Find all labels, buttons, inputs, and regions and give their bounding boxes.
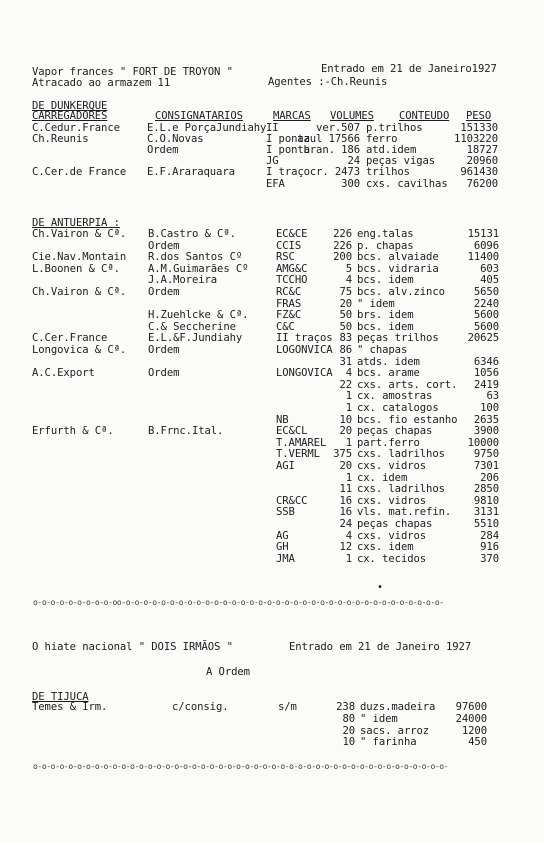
berth-2: A Ordem	[206, 666, 250, 678]
cell-volumes: 20	[339, 297, 352, 310]
cell-weight: 6096	[473, 239, 499, 252]
cell-weight: 2850	[473, 483, 499, 496]
col-marcas: MARCAS	[273, 110, 311, 122]
cell-weight: 20625	[467, 332, 499, 345]
cell-marks: s/m	[278, 701, 297, 713]
separator-line-2: o-o-o-o-o-o-o-o-o-o-o-o-o-o-o-o-o-o-o-o-o-o-o-o-o-o-o-o-o-o-o-o-o-o-o-o-o-o-o-o-o-o-o-o-o-o-o-	[33, 762, 449, 771]
cell-contents: cxs. idem	[357, 541, 414, 554]
cell-weight: 370	[480, 552, 499, 565]
berth: Atracado ao armazem 11	[32, 77, 171, 89]
cell-volumes: 375	[333, 448, 352, 461]
cell-weight: 2419	[473, 378, 499, 391]
cell-shipper: A.C.Export	[32, 367, 95, 380]
cell-weight: 6346	[473, 355, 499, 368]
cell-contents: bcs. alvaiade	[357, 251, 439, 264]
cell-contents: cxs. vidros	[357, 460, 427, 472]
cell-marks: JMA	[276, 552, 295, 565]
cell-volumes: 10	[339, 413, 352, 426]
arrival-date: Entrado em 21 de Janeiro1927	[321, 63, 497, 75]
cell-volumes: 24	[339, 518, 352, 530]
cell-weight: 24000	[455, 712, 487, 725]
cell-weight: 916	[480, 541, 499, 554]
cell-weight: 450	[468, 736, 487, 749]
cell-consignee: C.O.Novas	[147, 133, 204, 146]
cell-marks: C&C	[276, 320, 295, 333]
cell-consignee: E.L.&F.Jundiahy	[148, 332, 243, 345]
cell-contents: duzs.madeira	[360, 701, 436, 713]
port-tijuca: DE TIJUCA	[32, 691, 89, 703]
cell-volumes: ver.507	[316, 122, 360, 134]
cell-marks: TCCHO	[276, 274, 308, 287]
cell-consignee: c/consig.	[172, 701, 229, 713]
cell-volumes: 4	[345, 529, 352, 542]
cell-consignee: B.Castro & Cª.	[148, 228, 236, 240]
cell-marks: EC&CL	[276, 425, 308, 438]
cell-weight: 11400	[467, 251, 499, 264]
cell-volumes: 1	[345, 436, 352, 449]
cell-shipper: C.Cedur.France	[32, 122, 120, 134]
cell-consignee: Ordem	[147, 144, 179, 157]
cell-consignee: B.Frnc.Ital.	[148, 425, 224, 438]
cell-weight: 284	[480, 529, 499, 542]
cell-contents: p. chapas	[357, 239, 414, 252]
dot-mark: •	[377, 582, 384, 593]
cell-contents: part.ferro	[357, 436, 420, 449]
agents: Agentes :-Ch.Reunis	[268, 76, 388, 88]
cell-consignee: Ordem	[148, 286, 180, 298]
cell-marks: FRAS	[276, 297, 302, 310]
col-volumes: VOLUMES	[330, 110, 374, 122]
cell-volumes: 16	[339, 494, 352, 507]
cell-contents: eng.talas	[357, 228, 414, 240]
cell-contents: bcs. fio estanho	[357, 413, 458, 426]
cell-weight: 151330	[460, 122, 498, 134]
cell-contents: cx. tecidos	[357, 552, 427, 565]
cell-weight: 63	[486, 390, 499, 403]
cell-volumes: 50	[339, 320, 352, 333]
cell-marks: I traço	[266, 166, 310, 179]
cell-volumes: 238	[336, 701, 355, 713]
cell-marks: LOGONVICA	[276, 344, 333, 356]
cell-weight: 9810	[473, 494, 499, 507]
cell-shipper: C.Cer.de France	[32, 166, 127, 179]
cell-marks: T.VERML	[276, 448, 320, 461]
cell-contents: cxs. vidros	[357, 494, 427, 507]
cell-contents: brs. idem	[357, 309, 414, 322]
cell-weight: 3131	[473, 506, 499, 519]
cell-contents: peças chapas	[357, 425, 433, 438]
cell-volumes: 226	[333, 239, 352, 252]
cell-marks: CR&CC	[276, 494, 308, 507]
port-antuerpia: DE ANTUERPIA :	[32, 217, 120, 229]
cell-weight: 97600	[455, 701, 487, 713]
cell-volumes: 86	[339, 344, 352, 356]
cell-weight: 603	[480, 262, 499, 275]
cell-weight: 18727	[466, 144, 498, 157]
cell-marks: RSC	[276, 251, 295, 264]
cell-contents: " idem	[357, 297, 395, 310]
cell-contents: sacs. arroz	[360, 724, 430, 737]
cell-marks: II traços	[276, 332, 333, 345]
cell-consignee: R.dos Santos Cº	[148, 251, 243, 264]
cell-contents: p.trilhos	[366, 122, 423, 134]
cell-marks: SSB	[276, 506, 295, 519]
cell-weight: 1103220	[454, 133, 498, 146]
cell-contents: " idem	[360, 712, 398, 725]
cell-volumes: 75	[339, 286, 352, 298]
cell-weight: 7301	[473, 460, 499, 472]
cell-contents: atd.idem	[366, 144, 417, 157]
port-dunkerque: DE DUNKERQUE	[32, 100, 108, 112]
cell-volumes: 1	[345, 471, 352, 484]
cell-weight: 1200	[461, 724, 487, 737]
cell-marks: II	[266, 122, 279, 134]
cell-contents: peças chapas	[357, 518, 433, 530]
cell-marks: EFA	[266, 177, 285, 190]
cell-marks: CCIS	[276, 239, 302, 252]
cell-volumes: 4	[345, 274, 352, 287]
cell-shipper: Longovica & Cª.	[32, 344, 127, 356]
cell-weight: 5600	[473, 320, 499, 333]
cell-contents: bcs. arame	[357, 367, 420, 380]
cell-volumes: 1	[345, 552, 352, 565]
cell-volumes: 10	[342, 736, 355, 749]
cell-volumes: cr. 2473	[309, 166, 360, 179]
cell-contents: bcs. vidraria	[357, 262, 439, 275]
cell-consignee: C.& Seccherine	[148, 320, 236, 333]
cell-volumes: 226	[333, 228, 352, 240]
vessel-line: Vapor frances " FORT DE TROYON "	[32, 66, 233, 78]
cell-weight: 5600	[473, 309, 499, 322]
cell-volumes: azul 17566	[297, 133, 360, 146]
cell-volumes: 20	[339, 460, 352, 472]
cell-weight: 2240	[473, 297, 499, 310]
cell-contents: cxs. ladrilhos	[357, 448, 445, 461]
col-peso: PESO	[466, 110, 492, 122]
cell-shipper: L.Boonen & Cª.	[32, 262, 120, 275]
cell-contents: vls. mat.refin.	[357, 506, 452, 519]
cell-contents: atds. idem	[357, 355, 420, 368]
cell-volumes: 300	[341, 177, 360, 190]
cell-consignee: Ordem	[148, 344, 180, 356]
cell-contents: bcs. idem	[357, 320, 414, 333]
cell-marks: I ponta	[266, 133, 310, 146]
cell-shipper: Ch.Vairon & Cª.	[32, 228, 127, 240]
cell-shipper: Ch.Reunis	[32, 133, 89, 146]
cell-contents: cxs. vidros	[357, 529, 427, 542]
cell-marks: AMG&C	[276, 262, 308, 275]
cell-volumes: 20	[342, 724, 355, 737]
cell-weight: 5510	[473, 518, 499, 530]
cell-contents: trilhos	[366, 166, 410, 179]
cell-contents: cxs. arts. cort.	[357, 378, 458, 391]
cell-consignee: E.F.Araraquara	[147, 166, 235, 179]
cell-consignee: Ordem	[148, 367, 180, 380]
cell-marks: LONGOVICA	[276, 367, 333, 380]
col-conteudo: CONTEUDO	[399, 110, 450, 122]
cell-volumes: 16	[339, 506, 352, 519]
cell-contents: cxs. ladrilhos	[357, 483, 445, 496]
cell-marks: GH	[276, 541, 289, 554]
cell-consignee: A.M.Guimarães Cº	[148, 262, 249, 275]
cell-volumes: 12	[339, 541, 352, 554]
cell-marks: T.AMAREL	[276, 436, 327, 449]
cell-marks: AGI	[276, 460, 295, 472]
cell-weight: 3900	[473, 425, 499, 438]
cell-marks: JG	[266, 155, 279, 168]
col-carregadores: CARREGADORES	[32, 110, 108, 122]
separator-line: o-o-o-o-o-o-o-o-o-oo-o-o-o-o-o-o-o-o-o-o-o-o-o-o-o-o-o-o-o-o-o-o-o-o-o-o-o-o-o-o-o-o-o-o-o-o-	[33, 598, 444, 607]
cell-contents: cxs. cavilhas	[366, 177, 448, 190]
cell-volumes: 5	[345, 262, 352, 275]
cell-weight: 9750	[473, 448, 499, 461]
cell-volumes: 83	[339, 332, 352, 345]
cell-weight: 2635	[473, 413, 499, 426]
cell-weight: 961430	[460, 166, 498, 179]
cell-weight: 76200	[466, 177, 498, 190]
cell-volumes: 200	[333, 251, 352, 264]
cell-consignee: Ordem	[148, 239, 180, 252]
cell-volumes: 50	[339, 309, 352, 322]
cell-weight: 20960	[466, 155, 498, 168]
cell-volumes: 24	[347, 155, 360, 168]
col-consignatarios: CONSIGNATARIOS	[155, 110, 243, 122]
cell-weight: 206	[480, 471, 499, 484]
cell-contents: peças vigas	[366, 155, 436, 168]
cell-consignee: H.Zuehlcke & Cª.	[148, 309, 249, 322]
cell-contents: ferro	[366, 133, 398, 146]
cell-marks: NB	[276, 413, 289, 426]
cell-volumes: 1	[345, 390, 352, 403]
cell-shipper: Cie.Nav.Montain	[32, 251, 127, 264]
cell-shipper: Erfurth & Cª.	[32, 425, 114, 438]
cell-volumes: 22	[339, 378, 352, 391]
cell-weight: 405	[480, 274, 499, 287]
cell-contents: cx. catalogos	[357, 402, 439, 414]
cell-marks: EC&CE	[276, 228, 308, 240]
cell-contents: bcs. alv.zinco	[357, 286, 445, 298]
cell-contents: " farinha	[360, 736, 417, 749]
cell-volumes: 31	[339, 355, 352, 368]
cell-consignee: J.A.Moreira	[148, 274, 218, 287]
cell-weight: 1056	[473, 367, 499, 380]
cell-weight: 100	[480, 402, 499, 414]
cell-contents: cx. amostras	[357, 390, 433, 403]
cell-volumes: 20	[339, 425, 352, 438]
cell-volumes: 11	[339, 483, 352, 496]
cell-contents: " chapas	[357, 344, 408, 356]
cell-marks: AG	[276, 529, 289, 542]
cell-contents: peças trilhos	[357, 332, 439, 345]
cell-volumes: 1	[345, 402, 352, 414]
cell-volumes: 4	[345, 367, 352, 380]
cell-consignee: E.L.e PorçaJundiahy	[147, 122, 267, 134]
cell-volumes: bran. 186	[303, 144, 360, 157]
cell-weight: 15131	[467, 228, 499, 240]
cell-weight: 5650	[473, 286, 499, 298]
cell-shipper: C.Cer.France	[32, 332, 108, 345]
cell-marks: FZ&C	[276, 309, 302, 322]
cell-shipper: Ch.Vairon & Cª.	[32, 286, 127, 298]
cell-shipper: Temes & Irm.	[32, 701, 108, 713]
cell-contents: cx. idem	[357, 471, 408, 484]
cell-marks: RC&C	[276, 286, 302, 298]
vessel-line-2: O hiate nacional " DOIS IRMÃOS "	[32, 641, 233, 653]
arrival-date-2: Entrado em 21 de Janeiro 1927	[289, 641, 472, 653]
cell-marks: I ponta	[266, 144, 310, 157]
cell-volumes: 80	[342, 712, 355, 725]
cell-contents: bcs. idem	[357, 274, 414, 287]
cell-weight: 10000	[467, 436, 499, 449]
